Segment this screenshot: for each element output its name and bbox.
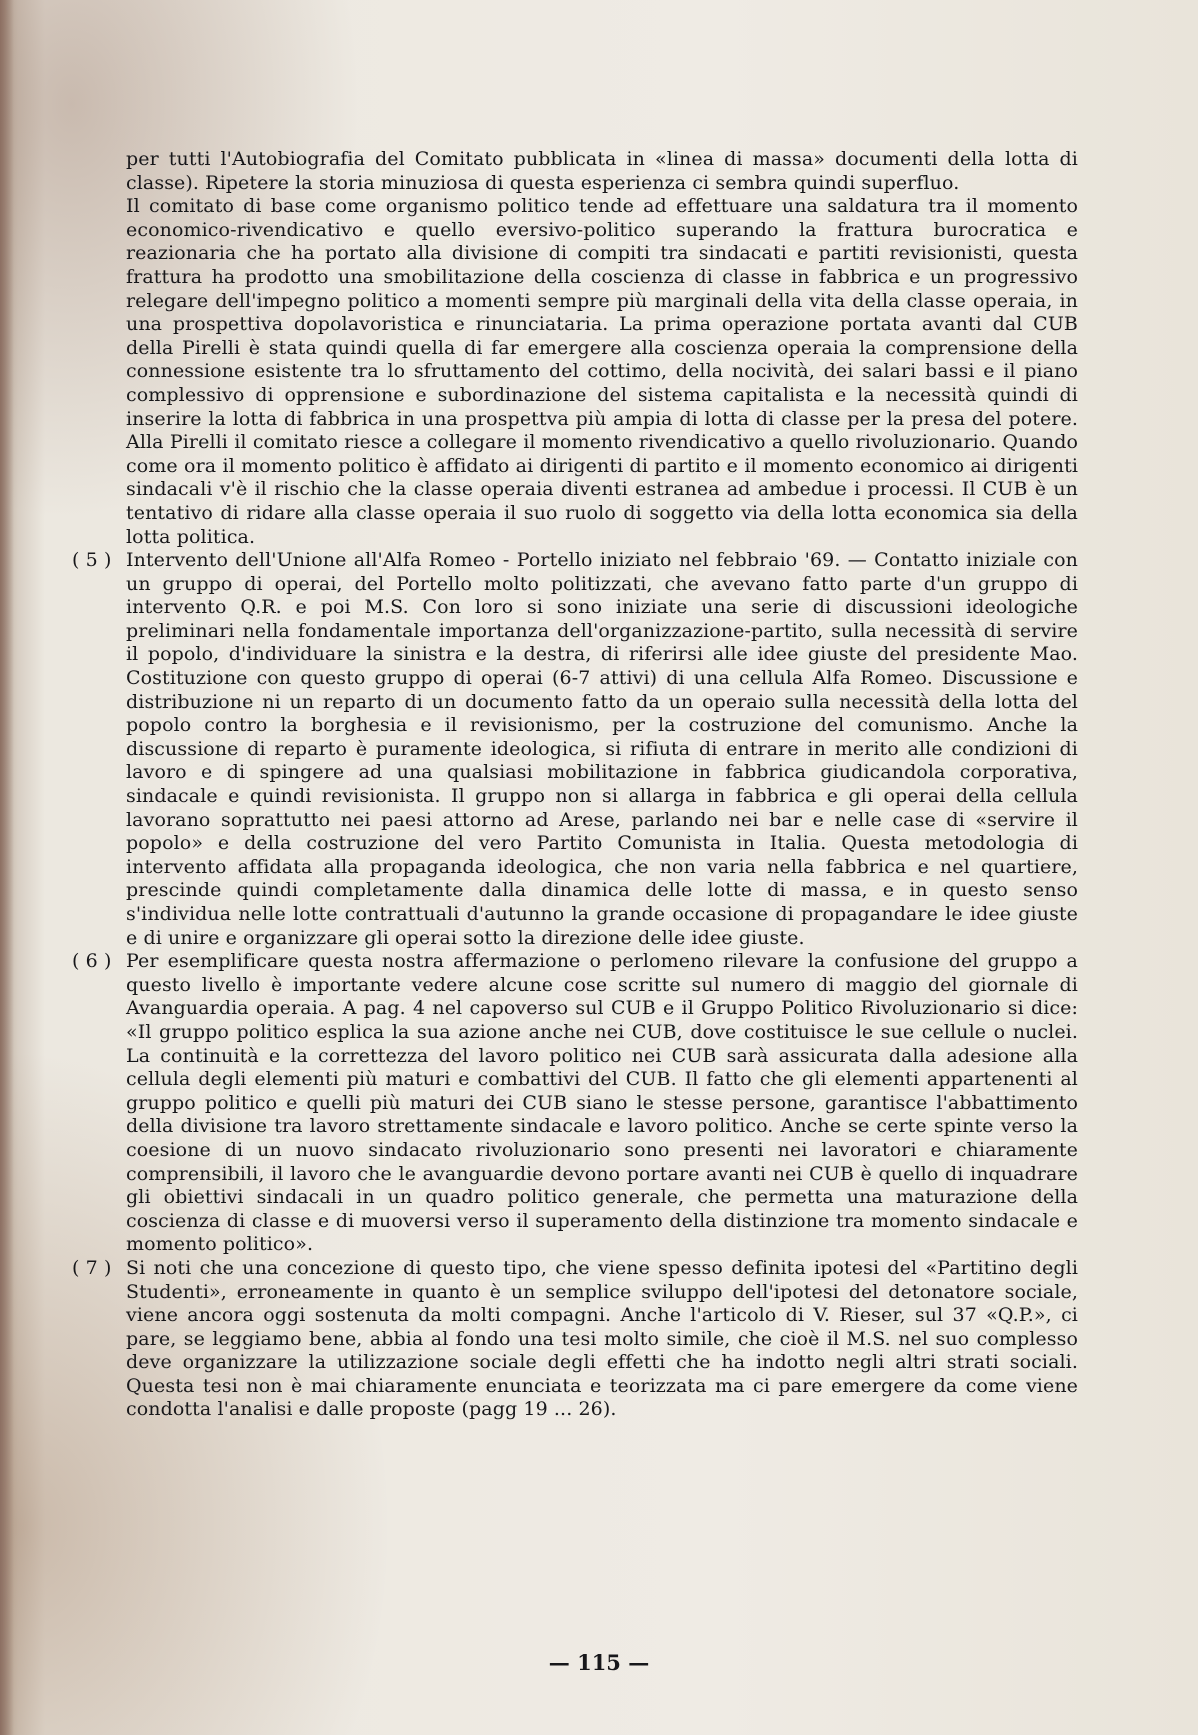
footnote-number: ( 7 ) — [72, 1256, 112, 1279]
page-body — [72, 148, 1078, 1422]
footnote-number: ( 6 ) — [72, 950, 112, 973]
footnote-text: Intervento dell'Unione all'Alfa Romeo - Portello iniziato nel febbraio '69. — Contatto iniziale con un gruppo di operai, del Portello molto politizzati, che avevano fatto parte d'un gruppo di intervento Q.R. e poi M.S. Con loro si sono iniziate una serie di discussioni ideologiche preliminari nella fondamentale importanza dell'organizzazione-partito, sulla necessità di servire il popolo, d'individuare la sinistra e la destra, di riferirsi alle idee giuste del presidente Mao. Costituzione con questo gruppo di operai (6-7 attivi) di una cellula Alfa Romeo. Discussione e distribuzione ni un reparto di un documento fatto da un operaio sulla necessità della lotta del popolo contro la borghesia e il revisionismo, per la costruzione del comunismo. Anche la discussione di reparto è puramente ideologica, si rifiuta di entrare in merito alle condizioni di lavoro e di spingere ad una qualsiasi mobilitazione in fabbrica giudicandola corporativa, sindacale e quindi revisionista. Il gruppo non si allarga in fabbrica e gli operai della cellula lavorano soprattutto nei paesi attorno ad Arese, parlando nei bar e nelle case di «servire il popolo» e della costruzione del vero Partito Comunista in Italia. Questa metodologia di intervento affidata alla propaganda ideologica, che non varia nella fabbrica e nel quartiere, prescinde quindi completamente dalla dinamica delle lotte di massa, e in questo senso s'individua nelle lotte contrattuali d'autunno la grande occasione di propagandare le idee giuste e di unire e organizzare gli operai sotto la direzione delle idee giuste. — [126, 549, 1078, 949]
paragraph-comitato-di-base: Il comitato di base come organismo politico tende ad effettuare una saldatura tra il momento economico-rivendicativo e quello eversivo-politico superando la frattura burocratica e reazionaria che ha portato alla divisione di compiti tra sindacati e partiti revisionisti, questa frattura ha prodotto una smobilitazione della coscienza di classe in fabbrica e un progressivo relegare dell'impegno politico a momenti sempre più marginali della vita della classe operaia, in una prospettiva dopolavoristica e rinunciataria. La prima operazione portata avanti dal CUB della Pirelli è stata quindi quella di far emergere alla coscienza operaia la comprensione della connessione esistente tra lo sfruttamento del cottimo, della nocività, dei salari bassi e il piano complessivo di opprensione e subordinazione del sistema capitalista e la necessità quindi di inserire la lotta di fabbrica in una prospettva più ampia di lotta di classe per la presa del potere. Alla Pirelli il comitato riesce a collegare il momento rivendicativo a quello rivoluzionario. Quando come ora il momento politico è affidato ai dirigenti di partito e il momento economico ai dirigenti sindacali v'è il rischio che la classe operaia diventi estranea ad ambedue i processi. Il CUB è un tentativo di ridare alla classe operaia il suo ruolo di soggetto via della lotta economica sia della lotta politica. — [126, 195, 1078, 548]
page-number: — 115 — — [548, 1650, 650, 1675]
footnote-5 — [72, 549, 1078, 950]
footnote-6 — [72, 950, 1078, 1257]
footnote-text: Per esemplificare questa nostra affermazione o perlomeno rilevare la confusione del gruppo a questo livello è importante vedere alcune cose scritte sul numero di maggio del giornale di Avanguardia operaia. A pag. 4 nel capoverso sul CUB e il Gruppo Politico Rivoluzionario si dice: «Il gruppo politico esplica la sua azione anche nei CUB, dove costituisce le sue cellule o nuclei. La continuità e la correttezza del lavoro politico nei CUB sarà assicurata dalla adesione alla cellula degli elementi più maturi e combattivi del CUB. Il fatto che gli elementi appartenenti al gruppo politico e quelli più maturi dei CUB siano le stesse persone, garantisce l'abbattimento della divisione tra lavoro strettamente sindacale e lavoro politico. Anche se certe spinte verso la coesione di un nuovo sindacato rivoluzionario sono presenti nei lavoratori e chiaramente comprensibili, il lavoro che le avanguardie devono portare avanti nei CUB è quello di inquadrare gli obiettivi sindacali in un quadro politico generale, che permetta una maturazione della coscienza di classe e di muoversi verso il superamento della distinzione tra momento sindacale e momento politico». — [126, 950, 1078, 1256]
footnote-7 — [72, 1256, 1078, 1422]
footnote-number: ( 5 ) — [72, 549, 112, 572]
footnote-text: Si noti che una concezione di questo tipo, che viene spesso definita ipotesi del «Partitino degli Studenti», erroneamente in quanto è un semplice sviluppo dell'ipotesi del detonatore sociale, viene ancora oggi sostenuta da molti compagni. Anche l'articolo di V. Rieser, sul 37 «Q.P.», ci pare, se leggiamo bene, abbia al fondo una tesi molto simile, che cioè il M.S. nel suo complesso deve organizzare la utilizzazione sociale degli effetti che ha indotto negli altri strati sociali. Questa tesi non è mai chiaramente enunciata e teorizzata ma ci pare emergere da come viene condotta l'analisi e dalle proposte (pagg 19 ... 26). — [126, 1256, 1078, 1421]
paragraph-intro: per tutti l'Autobiografia del Comitato pubblicata in «linea di massa» documenti della lotta di classe). Ripetere la storia minuziosa di questa esperienza ci sembra quindi superfluo. — [126, 148, 1078, 194]
